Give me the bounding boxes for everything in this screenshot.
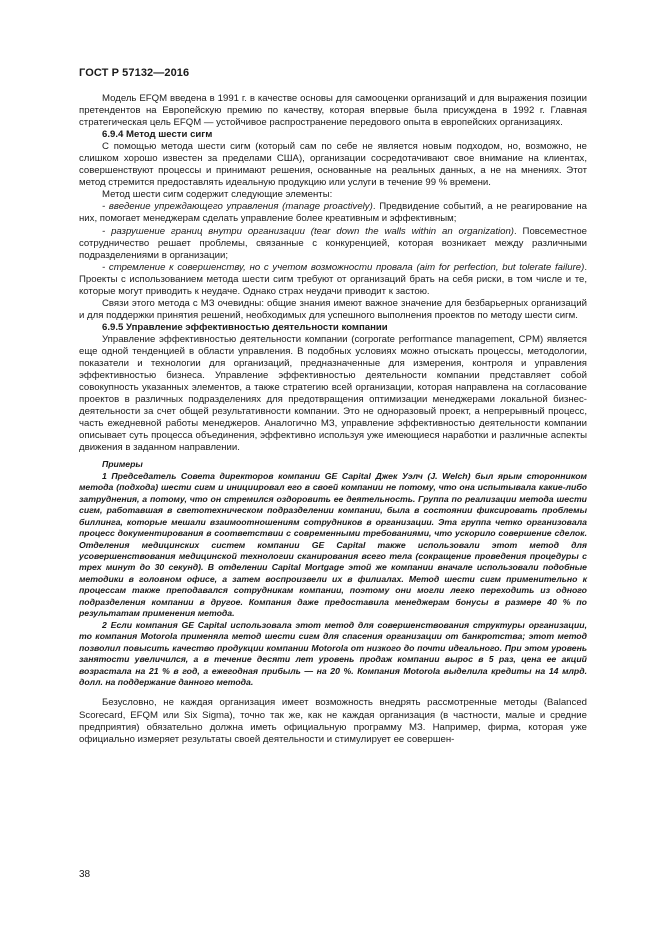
intro-paragraph: Модель EFQM введена в 1991 г. в качестве основы для самооценки организаций и для выражения позиции претендентов на Европейскую премию по качеству, которая впервые была присуждена в 1992 г. Главная стратегическая цель EFQM — устойчивое распространение передового опыта в европейских организациях. — [79, 93, 587, 129]
six-sigma-paragraph-2: Метод шести сигм содержит следующие элементы: — [102, 189, 333, 201]
examples-block — [79, 459, 587, 688]
item-2-text: . Повсеместное сотрудничество решает проблемы, связанные с конкуренцией, которая возникает между различными подразделениями в организации; — [79, 225, 587, 261]
item-1-text: . Предвидение событий, а не реагирование на них, помогает менеджерам сделать управление более креативным и эффективным; — [79, 201, 587, 225]
closing-paragraph: Безусловно, не каждая организация имеет возможность внедрять рассмотренные методы (Balanced Scorecard, EFQM или Six Sigma), точно так же, как не каждая организация (в частности, малые и средние предприятия) обязательно должна иметь официальную программу МЗ. Например, фирма, которая уже официально измеряет результаты своей деятельности и стимулирует ее совершен- — [79, 697, 587, 745]
six-sigma-item-3 — [79, 262, 587, 298]
item-3-emphasis: - стремление к совершенству, но с учетом возможности провала (aim for perfection, but tolerate failure) — [102, 261, 585, 273]
section-6-9-4-title: 6.9.4 Метод шести сигм — [102, 129, 213, 141]
page-number: 38 — [79, 869, 91, 880]
example-2: 2 Если компания GE Capital использовала этот метод для совершенствования структуры организации, то компания Motorola применяла метод шести сигм для спасения организации от банкротства; этот метод позволил повысить качество продукции компании Motorola от низкого до почти идеального. При этом уровень занятости увеличился, а в течение десяти лет уровень продаж компании вырос в 5 раз, цена ее акций возрастала на 21 % в год, а ежегодная прибыль — на 20 %. Компания Motorola выделила кредиты на 14 млрд. долл. на поддержание данного метода. — [79, 619, 587, 688]
item-3-text: . Проекты с использованием метода шести сигм требуют от организаций брать на себя риски, в том числе и те, которые могут приводить к неудаче. Однако страх неудачи приводит к застою. — [79, 261, 587, 297]
six-sigma-item-1 — [79, 201, 587, 225]
six-sigma-paragraph-1: С помощью метода шести сигм (который сам по себе не является новым подходом, но, возможно, не слишком хорошо известен за пределами США), организации сосредотачивают свое внимание на клиентах, совершенствуют процессы и принимают решения, основанные на реальных данных, а не на мнениях. Этот метод стремится предоставлять идеальную продукцию или услуги в течение 99 % времени. — [79, 141, 587, 189]
example-1: 1 Председатель Совета директоров компании GE Capital Джек Уэлч (J. Welch) был ярым сторонником метода (подхода) шести сигм и инициировал его в своей компании не потому, что она испытывала какие-либо затруднения, а потому, что он стремился оздоровить ее деятельность. Группа по реализации метода шести сигм, работавшая в светотехническом подразделении компании, была в состоянии фиксировать проблемы биллинга, которые мешали взаимоотношениям сотрудников в организации. Эта группа четко организовала процесс документирования в соответствии с современными требованиями, что ускорило совершение сделок. Отделения медицинских систем компании GE Capital также использовали этот метод для усовершенствования медицинской технологии сканирования всего тела (сокращение проведения процедуры с трех минут до 30 секунд). В отделении Capital Mortgage этой же компании вначале использовали подобные методики в головном офисе, а затем воспроизвели их в филиалах. Метод шести сигм применительно к процессам также преподавался сотрудникам компании, поэтому они могли легко переходить из одного подразделения компании в другое. Компания даже предоставила менеджерам бонусы в размере 40 % по результатам применения метода. — [79, 470, 587, 619]
examples-label: Примеры — [102, 459, 143, 470]
item-2-emphasis: - разрушение границ внутри организации (tear down the walls within an organization) — [102, 225, 515, 237]
document-header: ГОСТ Р 57132—2016 — [79, 67, 190, 79]
document-body — [79, 93, 587, 746]
six-sigma-paragraph-3: Связи этого метода с МЗ очевидны: общие знания имеют важное значение для безбарьерных организаций и для поддержки принятия решений, необходимых для успешного выполнения проектов по методу шести сигм. — [79, 297, 587, 321]
six-sigma-item-2 — [79, 226, 587, 262]
section-6-9-5-title: 6.9.5 Управление эффективностью деятельности компании — [102, 321, 388, 333]
item-1-emphasis: - введение упреждающего управления (manage proactively) — [102, 201, 373, 213]
cpm-paragraph: Управление эффективностью деятельности компании (corporate performance management, CPM) является еще одной тенденцией в области управления. В подобных условиях можно отыскать процессы, методологии, показатели и технологии для организаций, предназначенные для измерения, контроля и управления эффективностью бизнеса. Управление эффективностью деятельности компании представляет собой совокупность указанных элементов, а также стратегию всей организации, которая направлена на согласование проектов в различных подразделениях для предотвращения оптимизации менеджерами локальной бизнес-деятельности за счет общей результативности компании. Это не одноразовый проект, а непрерывный процесс, часть ежедневной работы менеджеров. Аналогично МЗ, управление эффективностью деятельности компании описывает суть процесса объединения, эффективно используя уже имеющиеся наработки и различные аспекты движения в заданном направлении. — [79, 333, 587, 454]
